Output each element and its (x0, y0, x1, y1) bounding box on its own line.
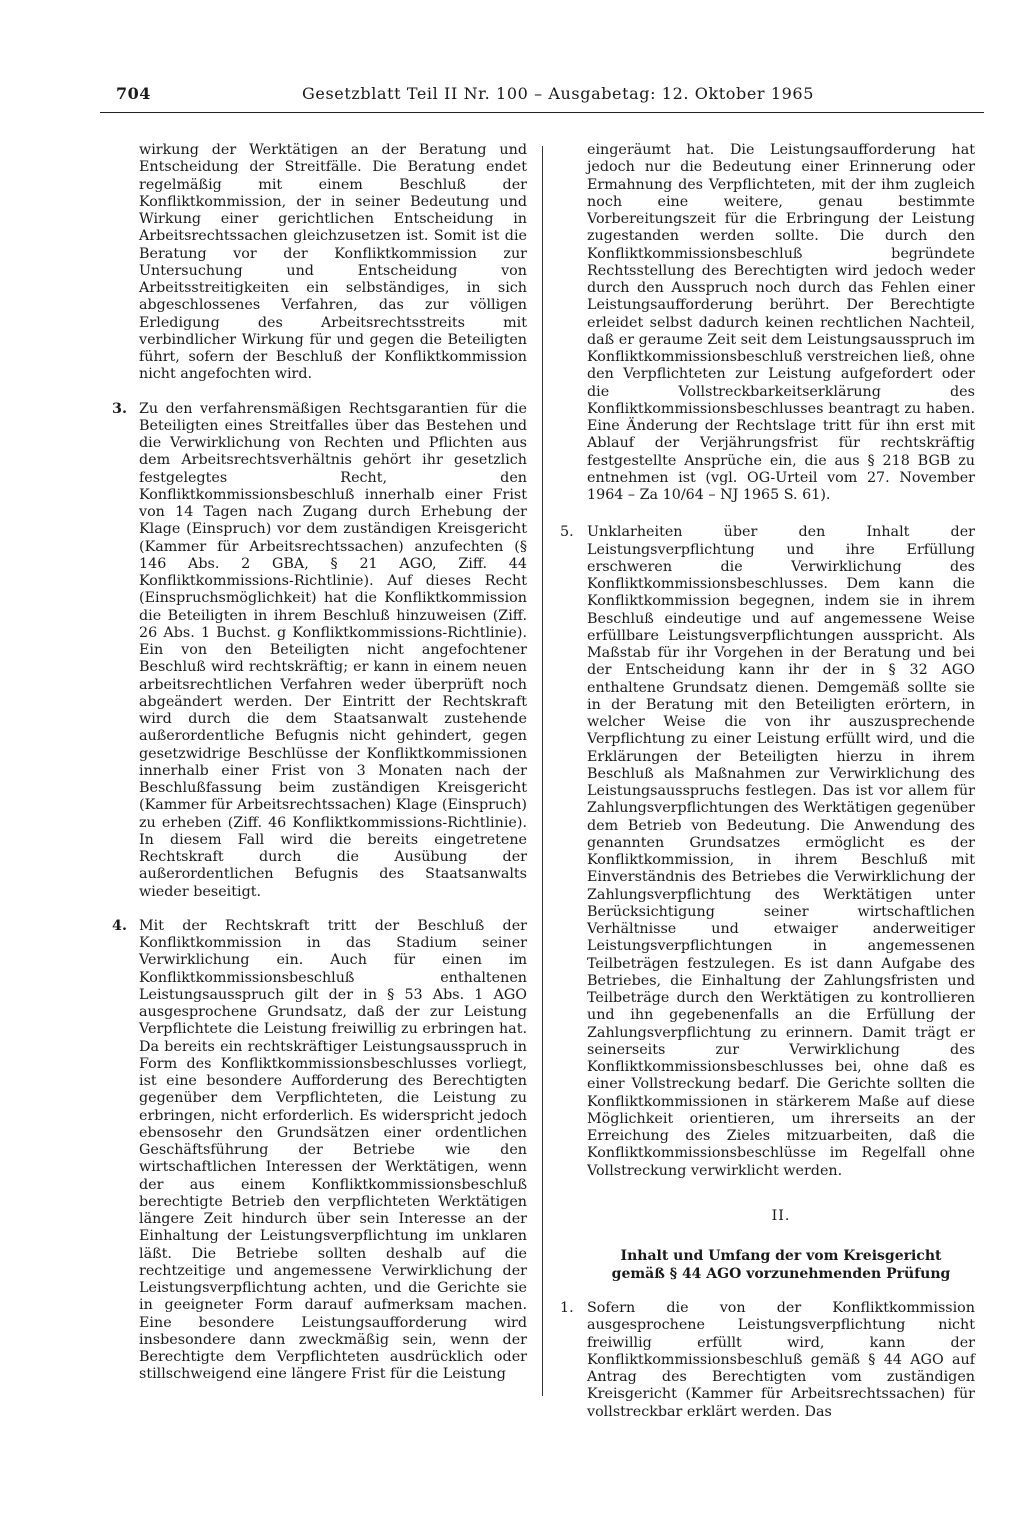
item-marker: 4. (112, 917, 127, 934)
page-number: 704 (116, 84, 151, 103)
item-text: Zu den verfahrensmäßigen Rechtsgarantien für die Beteiligten eines Streitfalles über das Bestehen und die Verwirklichung von Rechten und Pflichten aus dem Arbeitsrechtsverhältnis gehört ihr gesetzlich festgelegtes Recht, den Konfliktkommissionsbeschluß innerhalb einer Frist von 14 Tagen nach Zugang durch Erhebung der Klage (Einspruch) vor dem zuständigen Kreisgericht (Kammer für Arbeitsrechtssachen) anzufechten (§ 146 Abs. 2 GBA, § 21 AGO, Ziff. 44 Konfliktkommissions-Richtlinie). Auf dieses Recht (Einspruchsmöglichkeit) hat die Konfliktkommission die Beteiligten in ihrem Beschluß hinzuweisen (Ziff. 26 Abs. 1 Buchst. g Konfliktkommissions-Richtlinie). Ein von den Beteiligten nicht angefochtener Beschluß wird rechtskräftig; er kann in einem neuen arbeitsrechtlichen Verfahren weder überprüft noch abgeändert werden. Der Eintritt der Rechtskraft wird durch die dem Staatsanwalt zustehende außerordentliche Befugnis nicht gehindert, gegen gesetzwidrige Beschlüsse der Konfliktkommissionen innerhalb einer Frist von 3 Monaten nach der Beschlußfassung beim zuständigen Kreisgericht (Kammer für Arbeitsrechtssachen) Klage (Einspruch) zu erheben (Ziff. 46 Konfliktkommissions-Richtlinie). In diesem Fall wird die bereits eingetretene Rechtskraft durch die Ausübung der außerordentlichen Befugnis des Staatsanwalts wieder beseitigt. (139, 400, 527, 900)
numbered-item-4 (112, 918, 527, 1384)
section-heading-line: Inhalt und Umfang der vom Kreisgericht (620, 1248, 942, 1264)
numbered-item-1 (560, 1300, 975, 1421)
item-text: Mit der Rechtskraft tritt der Beschluß der Konfliktkommission in das Stadium seiner Verwirklichung ein. Auch für einen im Konfliktkommissionsbeschluß enthaltenen Leistungsausspruch gilt der in § 53 Abs. 1 AGO ausgesprochene Grundsatz, daß der zur Leistung Verpflichtete die Leistung freiwillig zu erbringen hat. Da bereits ein rechtskräftiger Leistungsausspruch in Form des Konfliktkommissionsbeschlusses vorliegt, ist eine besondere Aufforderung des Berechtigten gegenüber dem Verpflichteten, die Leistung zu erbringen, nicht erforderlich. Es widerspricht jedoch ebensosehr den Grundsätzen einer ordentlichen Geschäftsführung der Betriebe wie den wirtschaftlichen Interessen der Werktätigen, wenn der aus einem Konfliktkommissionsbeschluß berechtigte Betrieb den verpflichteten Werktätigen längere Zeit hindurch über sein Interesse an der Einhaltung der Leistungsverpflichtung im unklaren läßt. Die Betriebe sollten deshalb auf die rechtzeitige und angemessene Verwirklichung der Leistungsverpflichtung achten, und die Gerichte sie in geeigneter Form darauf aufmerksam machen. Eine besondere Leistungsaufforderung wird insbesondere dann zweckmäßig sein, wenn der Berechtigte dem Verpflichteten ausdrücklich oder stillschweigend eine längere Frist für die Leistung (139, 917, 527, 1383)
section-heading-line: gemäß § 44 AGO vorzunehmenden Prüfung (611, 1266, 951, 1282)
paragraph-continuation: wirkung der Werktätigen an der Beratung und Entscheidung der Streitfälle. Die Beratung endet regelmäßig mit einem Beschluß der Konfliktkommission, der in seiner Bedeutung und Wirkung einer gerichtlichen Entscheidung in Arbeitsrechtssachen gleichzusetzen ist. Somit ist die Beratung vor der Konfliktkommission zur Untersuchung und Entscheidung von Arbeitsstreitigkeiten ein selbständiges, in sich abgeschlossenes Verfahren, das zur völligen Erledigung des Arbeitsrechtsstreits mit verbindlicher Wirkung für und gegen die Beteiligten führt, sofern der Beschluß der Konfliktkommission nicht angefochten wird. (139, 142, 527, 383)
item-text: Sofern die von der Konfliktkommission ausgesprochene Leistungsverpflichtung nicht freiwillig erfüllt wird, kann der Konfliktkommissionsbeschluß gemäß § 44 AGO auf Antrag des Berechtigten vom zuständigen Kreisgericht (Kammer für Arbeitsrechtssachen) für vollstreckbar erklärt werden. Das (587, 1300, 975, 1420)
item-marker: 5. (560, 524, 574, 541)
item-text: Unklarheiten über den Inhalt der Leistungsverpflichtung und ihre Erfüllung erschweren die Verwirklichung des Konfliktkommissionsbeschlusses. Dem kann die Konfliktkommission begegnen, indem sie in ihrem Beschluß eindeutige und auf angemessene Weise erfüllbare Leistungsverpflichtungen ausspricht. Als Maßstab für ihr Vorgehen in der Beratung und bei der Entscheidung kann ihr der in § 32 AGO enthaltene Grundsatz dienen. Demgemäß sollte sie in der Beratung mit den Beteiligten erörtern, in welcher Weise die von ihr auszusprechende Verpflichtung zu einer Leistung erfüllt wird, und die Erklärungen der Beteiligten hierzu in ihrem Beschluß als Maßnahmen zur Verwirklichung des Leistungsausspruchs festlegen. Das ist vor allem für Zahlungsverpflichtungen des Werktätigen gegenüber dem Betrieb von Bedeutung. Die Anwendung des genannten Grundsatzes ermöglicht es der Konfliktkommission, in ihrem Beschluß mit Einverständnis des Betriebes die Verwirklichung der Zahlungsverpflichtung des Werktätigen unter Berücksichtigung seiner wirtschaftlichen Verhältnisse und etwaiger anderweitiger Leistungsverpflichtungen in angemessenen Teilbeträgen festzulegen. Es ist dann Aufgabe des Betriebes, die Einhaltung der Zahlungsfristen und Teilbeträge durch den Werktätigen zu kontrollieren und ihn gegebenenfalls an die Erfüllung der Zahlungsverpflichtung zu erinnern. Damit trägt er seinerseits zur Verwirklichung des Konfliktkommissionsbeschlusses bei, ohne daß es einer Vollstreckung bedarf. Die Gerichte sollten die Konfliktkommissionen in stärkerem Maße auf diese Möglichkeit orientieren, um ihrerseits an der Erreichung des Zieles mitzuarbeiten, daß die Konfliktkommissionsbeschlüsse im Regelfall ohne Vollstreckung verwirklicht werden. (587, 524, 975, 1179)
item-marker: 1. (560, 1300, 574, 1316)
section-numeral: II. (771, 1207, 791, 1224)
paragraph-continuation: eingeräumt hat. Die Leistungsaufforderung hat jedoch nur die Bedeutung einer Erinnerung oder Ermahnung des Verpflichteten, mit der ihm zugleich noch eine weitere, genau bestimmte Vorbereitungszeit für die Erbringung der Leistung zugestanden werden sollte. Die durch den Konfliktkommissionsbeschluß begründete Rechtsstellung des Berechtigten wird jedoch weder durch den Ausspruch noch durch das Fehlen einer Leistungsaufforderung berührt. Der Berechtigte erleidet selbst dadurch keinen rechtlichen Nachteil, daß er geraume Zeit seit dem Leistungsausspruch im Konfliktkommissionsbeschluß verstreichen ließ, ohne den Verpflichteten zur Leistung aufgefordert oder die Vollstreckbarkeitserklärung des Konfliktkommissionsbeschlusses beantragt zu haben. Eine Änderung der Rechtslage tritt für ihn erst mit Ablauf der Verjährungsfrist für rechtskräftig festgestellte Ansprüche ein, die aus § 218 BGB zu entnehmen ist (vgl. OG-Urteil vom 27. November 1964 – Za 10/64 – NJ 1965 S. 61). (587, 142, 975, 503)
numbered-item-3 (112, 401, 527, 901)
right-column (560, 142, 975, 1421)
item-marker: 3. (112, 400, 127, 417)
section-heading (560, 1247, 975, 1283)
column-divider (542, 146, 543, 1396)
page-header (100, 80, 984, 113)
left-column (112, 142, 527, 1384)
numbered-item-5 (560, 524, 975, 1180)
running-head: Gesetzblatt Teil II Nr. 100 – Ausgabetag: 12. Oktober 1965 (302, 84, 814, 103)
